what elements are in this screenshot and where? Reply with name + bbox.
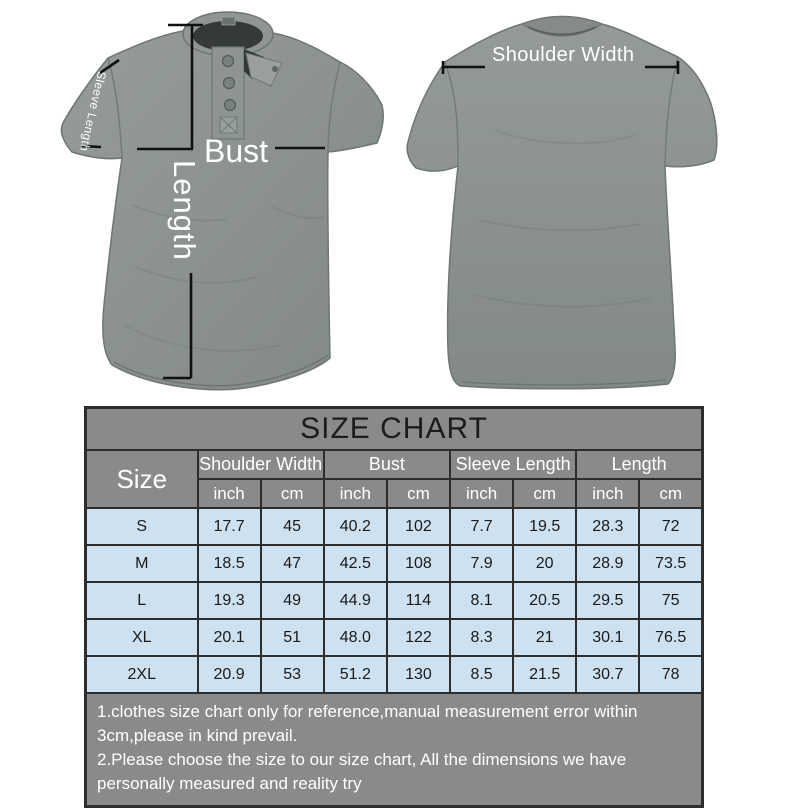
value-cell: 20.9 [198,656,261,693]
size-chart-table [84,406,704,808]
value-cell: 78 [639,656,702,693]
value-cell: 28.3 [576,508,639,545]
table-row [86,545,703,582]
value-cell: 47 [261,545,324,582]
value-cell: 40.2 [324,508,387,545]
collar-tag [222,17,235,25]
value-cell: 20 [513,545,576,582]
value-cell: 51 [261,619,324,656]
value-cell: 45 [261,508,324,545]
size-chart-section [84,406,704,808]
value-cell: 30.1 [576,619,639,656]
value-cell: 17.7 [198,508,261,545]
value-cell: 20.1 [198,619,261,656]
unit-header: cm [639,479,702,508]
value-cell: 18.5 [198,545,261,582]
value-cell: 51.2 [324,656,387,693]
size-chart-title: SIZE CHART [86,408,703,451]
table-row [86,508,703,545]
notes-row [86,693,703,806]
size-table-body [86,508,703,693]
value-cell: 21.5 [513,656,576,693]
unit-header: cm [261,479,324,508]
value-cell: 44.9 [324,582,387,619]
size-chart-notes [86,693,703,806]
value-cell: 21 [513,619,576,656]
value-cell: 28.9 [576,545,639,582]
value-cell: 20.5 [513,582,576,619]
value-cell: 19.5 [513,508,576,545]
front-shirt-illustration [40,5,390,395]
value-cell: 29.5 [576,582,639,619]
bust-label: Bust [204,133,269,169]
value-cell: 73.5 [639,545,702,582]
value-cell: 48.0 [324,619,387,656]
value-cell: 130 [387,656,450,693]
back-shirt-body [407,17,717,389]
size-cell: S [86,508,198,545]
value-cell: 30.7 [576,656,639,693]
value-cell: 8.5 [450,656,513,693]
unit-header: inch [198,479,261,508]
unit-header: inch [576,479,639,508]
value-cell: 122 [387,619,450,656]
table-row [86,656,703,693]
size-column-header: Size [86,450,198,508]
table-row [86,582,703,619]
value-cell: 76.5 [639,619,702,656]
note-line: 2.Please choose the size to our size chart, All the dimensions we have personally measured and reality try [97,750,627,794]
unit-header: inch [450,479,513,508]
value-cell: 8.3 [450,619,513,656]
back-shirt-illustration [400,10,730,395]
size-cell: 2XL [86,656,198,693]
size-cell: XL [86,619,198,656]
value-cell: 75 [639,582,702,619]
group-header-row [86,450,703,479]
column-group-bust: Bust [324,450,450,479]
column-group-shoulder-width: Shoulder Width [198,450,324,479]
unit-header: cm [387,479,450,508]
size-cell: L [86,582,198,619]
length-label: Length [167,160,202,261]
sleeve-length-label: Sleeve Length [76,69,109,153]
unit-header: cm [513,479,576,508]
value-cell: 19.3 [198,582,261,619]
front-shirt-body [61,12,383,390]
value-cell: 42.5 [324,545,387,582]
size-cell: M [86,545,198,582]
column-group-sleeve-length: Sleeve Length [450,450,576,479]
table-row [86,619,703,656]
column-group-length: Length [576,450,702,479]
value-cell: 7.9 [450,545,513,582]
title-row [86,408,703,451]
value-cell: 108 [387,545,450,582]
value-cell: 102 [387,508,450,545]
shoulder-width-label: Shoulder Width [492,44,635,66]
value-cell: 49 [261,582,324,619]
value-cell: 7.7 [450,508,513,545]
value-cell: 53 [261,656,324,693]
value-cell: 72 [639,508,702,545]
unit-header: inch [324,479,387,508]
value-cell: 114 [387,582,450,619]
note-line: 1.clothes size chart only for reference,manual measurement error within 3cm,please in kind prevail. [97,702,638,746]
value-cell: 8.1 [450,582,513,619]
